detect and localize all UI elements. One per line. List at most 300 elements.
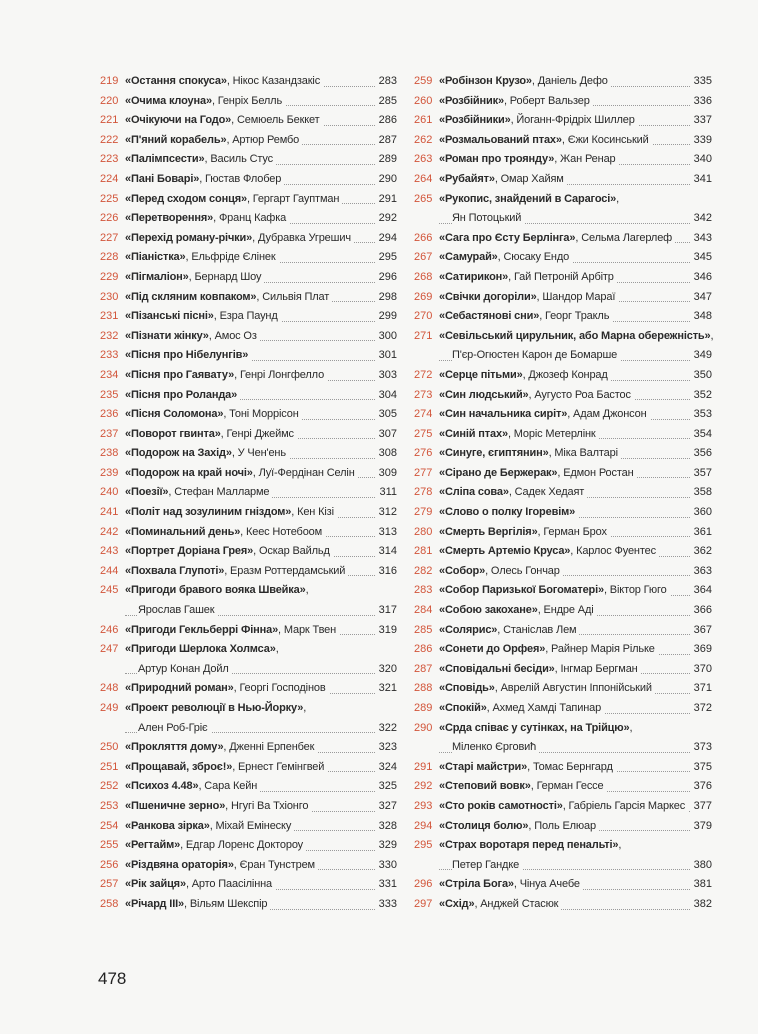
- entry-page: 328: [378, 819, 397, 832]
- entry-page: 381: [693, 878, 712, 891]
- toc-entry: [100, 523, 397, 543]
- toc-entry-line: [100, 268, 397, 288]
- entry-page: 363: [693, 564, 712, 577]
- entry-page: 361: [693, 525, 712, 538]
- toc-entry: [414, 503, 712, 523]
- toc-entry: [414, 131, 712, 151]
- entry-page: 377: [693, 799, 712, 812]
- entry-author: Семюель Беккет: [236, 114, 320, 127]
- entry-title-text: «Стріла Бога», Чінуа Ачебе: [439, 875, 583, 895]
- entry-number: 292: [414, 780, 433, 793]
- entry-title: «Сліпа сова»: [439, 486, 509, 499]
- entry-title: «Портрет Доріана Грея»: [125, 545, 254, 558]
- toc-entry: [100, 386, 397, 406]
- entry-number: 282: [414, 564, 433, 577]
- toc-entry: [414, 601, 712, 621]
- toc-entry: [100, 425, 397, 445]
- entry-title-text: «Самурай», Сюсаку Ендо: [439, 248, 572, 268]
- toc-entry: [100, 895, 397, 915]
- entry-title: «Пігмаліон»: [125, 270, 189, 283]
- toc-entry: [414, 268, 712, 288]
- entry-author: Садек Хедаят: [514, 486, 585, 499]
- entry-title: «Спокій»: [439, 702, 487, 714]
- entry-author: Тоні Моррісон: [229, 408, 299, 421]
- entry-author: Гергарт Гауптман: [252, 192, 340, 205]
- entry-number: 289: [414, 702, 433, 714]
- entry-author: Йоганн-Фрідріх Шиллер: [516, 114, 635, 127]
- entry-page: 308: [378, 447, 397, 460]
- entry-title: «Психоз 4.48»: [125, 780, 199, 793]
- entry-number: 295: [414, 839, 433, 852]
- entry-page: 352: [693, 388, 712, 401]
- toc-entry: [100, 150, 397, 170]
- toc-entry: [414, 170, 712, 190]
- entry-author-text: [452, 738, 539, 758]
- entry-title: «Слово о полку Ігоревім»: [439, 506, 576, 519]
- entry-title: «Схід»: [439, 897, 475, 910]
- toc-entry: [100, 92, 397, 112]
- toc-entry: [414, 464, 712, 484]
- toc-entry-line: [414, 464, 712, 484]
- entry-title-text: «Солярис», Станіслав Лем: [439, 621, 579, 641]
- toc-entry: [100, 346, 397, 366]
- entry-number: 262: [414, 133, 433, 146]
- entry-title: «Пшеничне зерно»: [125, 799, 226, 812]
- entry-number: 290: [414, 721, 433, 734]
- entry-author: Бернард Шоу: [194, 270, 262, 283]
- entry-title: «Подорож на край ночі»: [125, 466, 253, 479]
- entry-page: 329: [378, 839, 397, 852]
- toc-entry: [414, 875, 712, 895]
- entry-number: 284: [414, 604, 433, 617]
- entry-page: 339: [693, 133, 712, 146]
- toc-entry: [100, 248, 397, 268]
- toc-entry: [100, 288, 397, 308]
- toc-entry-line: [414, 229, 712, 249]
- entry-page: 375: [693, 760, 712, 773]
- toc-entry: [414, 660, 712, 680]
- entry-page: 305: [378, 408, 397, 421]
- entry-title: «Собор»: [439, 564, 486, 577]
- entry-author: Петер Гандке: [452, 858, 520, 871]
- entry-title-text: [125, 386, 240, 406]
- entry-author: Омар Хайям: [500, 172, 564, 185]
- entry-title: «Різдвяна ораторія»: [125, 858, 234, 871]
- entry-title: «Пригоди Гекльберрі Фінна»: [125, 623, 279, 636]
- entry-number: 236: [100, 408, 119, 421]
- entry-title-text: «Сонети до Орфея», Райнер Марія Рільке: [439, 640, 658, 660]
- entry-page: 372: [693, 702, 712, 714]
- entry-author: Кен Кізі: [297, 506, 334, 519]
- entry-title-text: «Природний роман», Георгі Господінов: [125, 679, 329, 699]
- toc-entry-line: [100, 150, 397, 170]
- entry-title: «Перехід роману-річки»: [125, 231, 253, 244]
- toc-entry-line: [414, 131, 712, 151]
- toc-entry-line: [100, 464, 397, 484]
- entry-title: «Поворот гвинта»: [125, 427, 221, 440]
- entry-author: Сюсаку Ендо: [503, 251, 570, 264]
- entry-page: 347: [693, 290, 712, 303]
- toc-entry: [414, 327, 712, 366]
- entry-author: Ельфріде Єлінек: [191, 251, 276, 264]
- entry-author: Дубравка Угрешич: [257, 231, 351, 244]
- toc-entry-line: [100, 875, 397, 895]
- entry-title-text: «Рубайят», Омар Хайям: [439, 170, 567, 190]
- entry-title-text: «Степовий вовк», Герман Гессе: [439, 777, 607, 797]
- entry-title-text: «Пігмаліон», Бернард Шоу: [125, 268, 264, 288]
- toc-entry-line: [100, 170, 397, 190]
- entry-title: «Пісня про Роланда»: [125, 388, 238, 401]
- entry-title: «Пісня Соломона»: [125, 408, 224, 421]
- toc-entry-line: [100, 111, 397, 131]
- entry-number: 233: [100, 349, 119, 362]
- entry-title: «Синій птах»: [439, 427, 508, 440]
- entry-title-text: «Розмальований птах», Єжи Косинський: [439, 131, 652, 151]
- entry-author: Вільям Шекспір: [189, 897, 268, 910]
- entry-title: «Похвала Глупоті»: [125, 564, 225, 577]
- entry-number: 272: [414, 368, 433, 381]
- entry-title-text: «Регтайм», Едгар Лоренс Доктороу: [125, 836, 306, 856]
- toc-entry-line: [100, 777, 397, 797]
- toc-entry-line: [100, 719, 397, 739]
- entry-author: Ярослав Гашек: [138, 604, 215, 617]
- entry-title-text: «Під скляним ковпаком», Сильвія Плат: [125, 288, 332, 308]
- entry-page: 286: [378, 114, 397, 127]
- entry-number: 266: [414, 231, 433, 244]
- entry-author: Василь Стус: [210, 153, 273, 166]
- entry-page: 294: [378, 231, 397, 244]
- entry-author: Дженні Ерпенбек: [229, 741, 315, 754]
- entry-author: П'єр-Огюстен Карон де Бомарше: [452, 349, 618, 362]
- toc-right-column: [414, 72, 712, 915]
- entry-author: Карлос Фуентес: [576, 545, 656, 558]
- entry-title: «Син людський»: [439, 388, 529, 401]
- toc-entry: [100, 503, 397, 523]
- entry-title-text: [125, 346, 251, 366]
- toc-entry: [100, 856, 397, 876]
- entry-number: 286: [414, 643, 433, 656]
- entry-author-text: [138, 719, 211, 739]
- entry-title-text: «Роман про троянду», Жан Ренар: [439, 150, 619, 170]
- entry-number: 221: [100, 114, 119, 127]
- entry-author: Франц Кафка: [218, 212, 287, 225]
- entry-author-text: [452, 346, 620, 366]
- entry-number: 245: [100, 584, 119, 597]
- entry-title-text: «Собор Паризької Богоматері», Віктор Гюго: [439, 581, 670, 601]
- entry-title: «Собор Паризької Богоматері»: [439, 584, 604, 597]
- toc-entry: [414, 150, 712, 170]
- entry-page: 331: [378, 878, 397, 891]
- entry-number: 268: [414, 270, 433, 283]
- entry-title: «Поминальний день»: [125, 525, 241, 538]
- entry-number: 274: [414, 408, 433, 421]
- entry-author: Георгі Господінов: [239, 682, 326, 695]
- entry-number: 234: [100, 368, 119, 381]
- entry-number: 254: [100, 819, 119, 832]
- toc-entry-line: [414, 777, 712, 797]
- entry-number: 277: [414, 466, 433, 479]
- entry-author: Даніель Дефо: [537, 75, 608, 87]
- entry-author: Міка Валтарі: [554, 447, 618, 460]
- entry-title-text: «Рукопис, знайдений в Сарагосі»,: [439, 190, 622, 210]
- entry-page: 342: [693, 212, 712, 225]
- toc-entry: [100, 836, 397, 856]
- entry-page: 322: [378, 721, 397, 734]
- entry-number: 232: [100, 329, 119, 342]
- entry-author: Гай Петроній Арбітр: [513, 270, 614, 283]
- entry-page: 285: [378, 94, 397, 107]
- entry-title-text: «Пізанські пісні», Езра Паунд: [125, 307, 281, 327]
- entry-title: «Свічки догоріли»: [439, 290, 537, 303]
- entry-title-text: «Політ над зозулиним гніздом», Кен Кізі: [125, 503, 337, 523]
- entry-title-text: «Подорож на Захід», У Чен'ень: [125, 444, 289, 464]
- entry-number: 251: [100, 760, 119, 773]
- entry-title-text: «Сатирикон», Гай Петроній Арбітр: [439, 268, 617, 288]
- entry-page: 357: [693, 466, 712, 479]
- entry-author: Поль Елюар: [534, 819, 596, 832]
- entry-page: 358: [693, 486, 712, 499]
- entry-author: Луї-Фердінан Селін: [258, 466, 355, 479]
- toc-entry-line: [100, 660, 397, 680]
- toc-entry: [414, 111, 712, 131]
- entry-author: Ендре Аді: [543, 604, 594, 617]
- toc-entry: [414, 836, 712, 875]
- toc-entry: [414, 307, 712, 327]
- entry-title-text: «Поминальний день», Кеес Нотебоом: [125, 523, 325, 543]
- toc-entry-line: [414, 581, 712, 601]
- entry-title-text: «Столиця болю», Поль Елюар: [439, 817, 599, 837]
- entry-title-text: «Схід», Анджей Стасюк: [439, 895, 561, 915]
- entry-number: 247: [100, 643, 119, 656]
- toc-entry-line: [100, 699, 397, 719]
- entry-title-text: «Смерть Артеміо Круса», Карлос Фуентес: [439, 542, 659, 562]
- entry-author: Єран Тунстрем: [239, 858, 315, 871]
- toc-entry: [100, 542, 397, 562]
- entry-author: Еразм Роттердамський: [230, 564, 346, 577]
- toc-entry: [414, 366, 712, 386]
- entry-title-text: «Сірано де Бержерак», Едмон Ростан: [439, 464, 637, 484]
- entry-author: Сильвія Плат: [262, 290, 330, 303]
- entry-author: Артюр Рембо: [232, 133, 300, 146]
- toc-entry-line: [414, 895, 712, 915]
- entry-number: 273: [414, 388, 433, 401]
- entry-title: «Роман про троянду»: [439, 153, 555, 166]
- entry-page: 343: [693, 231, 712, 244]
- entry-title: «Пізнати жінку»: [125, 329, 209, 342]
- toc-entry-line: [414, 405, 712, 425]
- toc-entry-line: [414, 523, 712, 543]
- entry-number: 228: [100, 251, 119, 264]
- toc-entry-line: [414, 111, 712, 131]
- entry-number: 239: [100, 466, 119, 479]
- entry-author: Роберт Вальзер: [509, 94, 590, 107]
- entry-number: 235: [100, 388, 119, 401]
- entry-page: 289: [378, 153, 397, 166]
- entry-author: Райнер Марія Рільке: [551, 643, 655, 656]
- toc-entry-line: [414, 542, 712, 562]
- entry-title: «Природний роман»: [125, 682, 234, 695]
- entry-page: 345: [693, 251, 712, 264]
- entry-author: Габріель Гарсія Маркес: [568, 799, 686, 812]
- toc-entry: [100, 640, 397, 679]
- entry-author: Сельма Лагерлеф: [581, 231, 673, 244]
- entry-title: «Смерть Вергілія»: [439, 525, 538, 538]
- entry-page: 312: [378, 506, 397, 519]
- toc-entry: [414, 523, 712, 543]
- entry-title-text: «Перед сходом сонця», Гергарт Гауптман: [125, 190, 342, 210]
- entry-title: «Старі майстри»: [439, 760, 528, 773]
- toc-entry-line: [414, 503, 712, 523]
- toc-entry-line: [414, 366, 712, 386]
- entry-title-text: «Похвала Глупоті», Еразм Роттердамський: [125, 562, 348, 582]
- entry-title-text: «Син начальника сиріт», Адам Джонсон: [439, 405, 650, 425]
- entry-title-text: «Пригоди Гекльберрі Фінна», Марк Твен: [125, 621, 339, 641]
- toc-entry: [100, 483, 397, 503]
- entry-number: 244: [100, 564, 119, 577]
- entry-page: 364: [693, 584, 712, 597]
- toc-entry: [100, 190, 397, 210]
- entry-author: Генрі Лонгфелло: [239, 368, 325, 381]
- entry-number: 227: [100, 231, 119, 244]
- toc-entry: [100, 875, 397, 895]
- entry-page: 316: [378, 564, 397, 577]
- entry-author: Олесь Гончар: [490, 564, 560, 577]
- entry-page: 362: [693, 545, 712, 558]
- toc-left-column: [100, 72, 397, 915]
- entry-number: 283: [414, 584, 433, 597]
- entry-author: Анджей Стасюк: [480, 897, 559, 910]
- entry-author: Амос Оз: [214, 329, 257, 342]
- entry-page: 283: [378, 75, 397, 87]
- entry-title-text: «Собою закохане», Ендре Аді: [439, 601, 597, 621]
- entry-title-text: «Сто років самотності», Габріель Гарсія Маркес: [439, 797, 688, 817]
- toc-entry-line: [414, 190, 712, 210]
- entry-author: Гюстав Флобер: [205, 172, 282, 185]
- toc-entry: [414, 797, 712, 817]
- toc-entry: [100, 111, 397, 131]
- entry-title-text: «Портрет Доріана Грея», Оскар Вайльд: [125, 542, 333, 562]
- toc-entry-line: [100, 72, 397, 92]
- entry-title-text: «Пісня Соломона», Тоні Моррісон: [125, 405, 302, 425]
- entry-page: 380: [693, 858, 712, 871]
- toc-entry: [414, 405, 712, 425]
- entry-title-text: «Прощавай, зброє!», Ернест Гемінгвей: [125, 758, 327, 778]
- entry-title: «Сповідь»: [439, 682, 495, 695]
- toc-entry-line: [414, 875, 712, 895]
- entry-title-text: «Психоз 4.48», Сара Кейн: [125, 777, 260, 797]
- toc-entry-line: [414, 797, 712, 817]
- toc-entry: [414, 72, 712, 92]
- entry-title-text: «Сповідь», Аврелій Августин Іппонійський: [439, 679, 655, 699]
- entry-title-text: «Старі майстри», Томас Бернгард: [439, 758, 616, 778]
- toc-entry-line: [414, 150, 712, 170]
- entry-title-text: «Пісня про Гаявату», Генрі Лонгфелло: [125, 366, 327, 386]
- entry-page: 300: [378, 329, 397, 342]
- entry-title-text: «Сповідальні бесіди», Інгмар Бергман: [439, 660, 641, 680]
- entry-title: «Політ над зозулиним гніздом»: [125, 506, 292, 519]
- entry-title: «Очікуючи на Годо»: [125, 114, 232, 127]
- entry-title-text: «Розбійники», Йоганн-Фрідріх Шиллер: [439, 111, 638, 131]
- entry-number: 285: [414, 623, 433, 636]
- toc-entry: [100, 738, 397, 758]
- entry-page: 335: [693, 75, 712, 87]
- entry-page: 349: [693, 349, 712, 362]
- entry-title: «Проект революції в Нью-Йорку»: [125, 702, 304, 714]
- entry-number: 238: [100, 447, 119, 460]
- toc-entry-line: [100, 190, 397, 210]
- entry-title-text: «Смерть Вергілія», Герман Брох: [439, 523, 610, 543]
- entry-number: 271: [414, 329, 433, 342]
- entry-title: «Сто років самотності»: [439, 799, 563, 812]
- toc-entry-line: [414, 248, 712, 268]
- entry-title: «Перед сходом сонця»: [125, 192, 247, 205]
- entry-author: Кеес Нотебоом: [245, 525, 323, 538]
- entry-number: 252: [100, 780, 119, 793]
- toc-entry: [414, 562, 712, 582]
- entry-number: 231: [100, 310, 119, 323]
- toc-entry: [100, 209, 397, 229]
- entry-author: Міхай Емінеску: [215, 819, 292, 832]
- entry-page: 290: [378, 172, 397, 185]
- toc-entry-line: [100, 542, 397, 562]
- toc-entry: [100, 621, 397, 641]
- entry-page: 353: [693, 408, 712, 421]
- toc-entry-line: [414, 170, 712, 190]
- entry-page: 295: [378, 251, 397, 264]
- toc-entry-line: [100, 679, 397, 699]
- entry-number: 296: [414, 878, 433, 891]
- entry-title: «Розбійник»: [439, 94, 504, 107]
- entry-title-text: «Перетворення», Франц Кафка: [125, 209, 289, 229]
- entry-author: Чінуа Ачебе: [519, 878, 580, 891]
- toc-entry-line: [100, 307, 397, 327]
- entry-author-text: [452, 209, 524, 229]
- entry-page: 321: [378, 682, 397, 695]
- page-number: 478: [98, 969, 127, 988]
- entry-number: 222: [100, 133, 119, 146]
- entry-title: «Пані Боварі»: [125, 172, 200, 185]
- toc-entry-line: [414, 327, 712, 347]
- entry-title: «Перетворення»: [125, 212, 214, 225]
- entry-number: 249: [100, 702, 119, 714]
- entry-author: Георг Тракль: [545, 310, 610, 323]
- entry-number: 224: [100, 172, 119, 185]
- entry-page: 307: [378, 427, 397, 440]
- entry-author: У Чен'ень: [237, 447, 286, 460]
- toc-entry-line: [100, 856, 397, 876]
- entry-author-text: [138, 601, 217, 621]
- entry-page: 313: [378, 525, 397, 538]
- entry-title: «Себастянові сни»: [439, 310, 540, 323]
- toc-entry: [414, 621, 712, 641]
- entry-number: 250: [100, 741, 119, 754]
- entry-number: 243: [100, 545, 119, 558]
- entry-title-text: «Пшеничне зерно», Нгугі Ва Тхіонго: [125, 797, 311, 817]
- toc-entry: [414, 758, 712, 778]
- entry-page: 325: [378, 780, 397, 793]
- entry-title: «Сага про Єсту Берлінга»: [439, 231, 576, 244]
- entry-author: Сара Кейн: [204, 780, 258, 793]
- toc-entry: [100, 366, 397, 386]
- toc-entry: [100, 268, 397, 288]
- entry-title: «Серце пітьми»: [439, 368, 523, 381]
- toc-entry-line: [100, 327, 397, 347]
- entry-page: 299: [378, 310, 397, 323]
- entry-title: «Прощавай, зброє!»: [125, 760, 233, 773]
- entry-title: «Собою закохане»: [439, 604, 538, 617]
- entry-number: 246: [100, 623, 119, 636]
- entry-number: 230: [100, 290, 119, 303]
